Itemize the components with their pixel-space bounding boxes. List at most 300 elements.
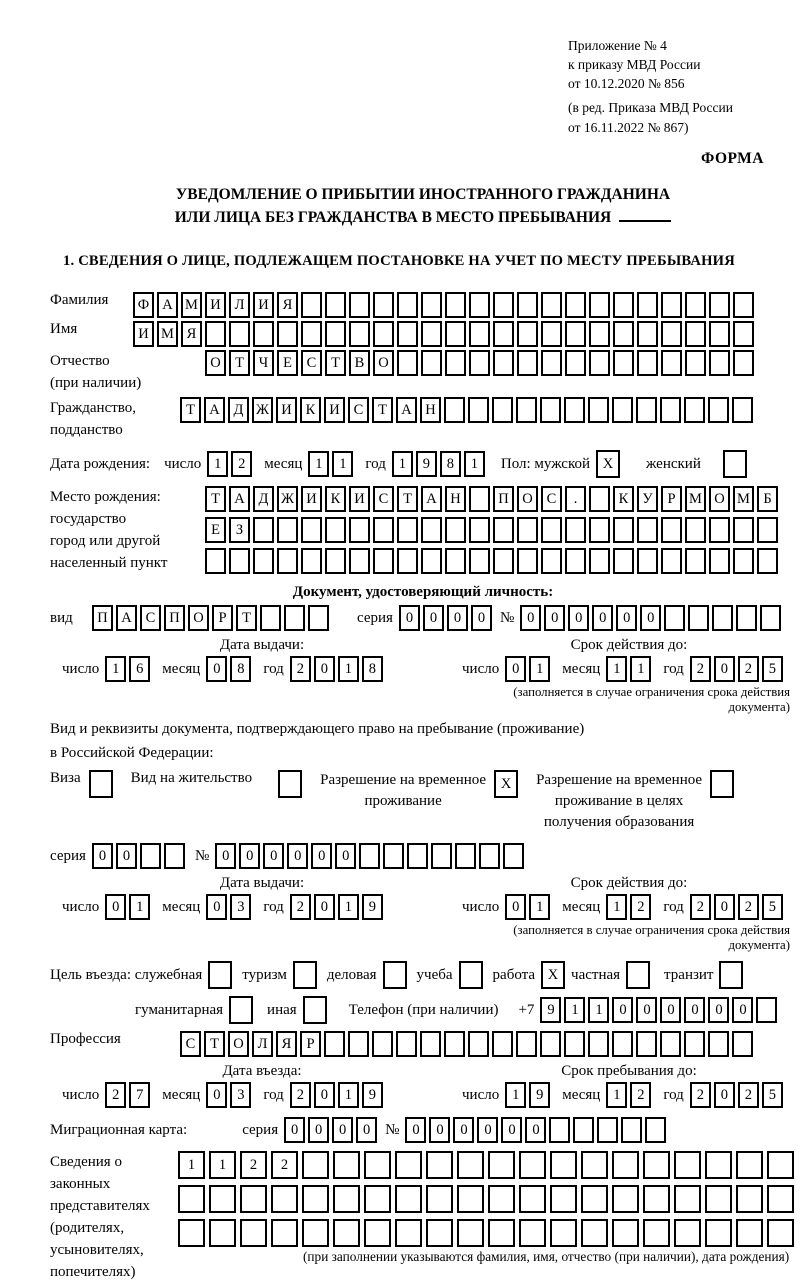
name-char-cell[interactable] bbox=[661, 321, 682, 347]
representative-char-cell[interactable] bbox=[488, 1185, 515, 1213]
representative-char-cell[interactable]: 1 bbox=[209, 1151, 236, 1179]
phone-digit-cell[interactable] bbox=[756, 997, 777, 1023]
birth-place-char-cell[interactable] bbox=[229, 548, 250, 574]
citizenship-char-cell[interactable]: И bbox=[276, 397, 297, 423]
birth-place-char-cell[interactable]: Е bbox=[205, 517, 226, 543]
representative-char-cell[interactable] bbox=[643, 1185, 670, 1213]
name-char-cell[interactable] bbox=[445, 321, 466, 347]
citizenship-char-cell[interactable] bbox=[492, 397, 513, 423]
birth-place-char-cell[interactable]: К bbox=[325, 486, 346, 512]
name-char-cell[interactable] bbox=[637, 321, 658, 347]
profession-char-cell[interactable] bbox=[372, 1031, 393, 1057]
doc-kind-char-cell[interactable] bbox=[260, 605, 281, 631]
representative-char-cell[interactable] bbox=[426, 1185, 453, 1213]
doc-valid-month-cell[interactable]: 1 bbox=[606, 656, 627, 682]
representative-char-cell[interactable] bbox=[426, 1151, 453, 1179]
birth-place-char-cell[interactable] bbox=[685, 517, 706, 543]
representative-char-cell[interactable] bbox=[178, 1185, 205, 1213]
birth-place-char-cell[interactable]: М bbox=[685, 486, 706, 512]
phone-digit-cell[interactable]: 1 bbox=[588, 997, 609, 1023]
representative-char-cell[interactable] bbox=[767, 1185, 794, 1213]
permit-valid-day-cell[interactable]: 0 bbox=[505, 894, 526, 920]
surname-char-cell[interactable] bbox=[733, 292, 754, 318]
citizenship-char-cell[interactable]: Ж bbox=[252, 397, 273, 423]
birth-year-cell[interactable]: 9 bbox=[416, 451, 437, 477]
name-char-cell[interactable] bbox=[325, 321, 346, 347]
permit-number-cell[interactable]: 0 bbox=[215, 843, 236, 869]
permit-valid-year-cell[interactable]: 5 bbox=[762, 894, 783, 920]
doc-kind-char-cell[interactable]: А bbox=[116, 605, 137, 631]
name-char-cell[interactable] bbox=[397, 321, 418, 347]
mig-series-cell[interactable]: 0 bbox=[356, 1117, 377, 1143]
surname-char-cell[interactable] bbox=[637, 292, 658, 318]
mig-number-cell[interactable]: 0 bbox=[405, 1117, 426, 1143]
permit-valid-day-cell[interactable]: 1 bbox=[529, 894, 550, 920]
phone-digit-cell[interactable]: 0 bbox=[684, 997, 705, 1023]
surname-char-cell[interactable] bbox=[301, 292, 322, 318]
birth-place-char-cell[interactable] bbox=[661, 548, 682, 574]
humanitarian-checkbox[interactable] bbox=[229, 996, 253, 1024]
permit-issue-day-cell[interactable]: 1 bbox=[129, 894, 150, 920]
profession-char-cell[interactable]: Л bbox=[252, 1031, 273, 1057]
birth-place-char-cell[interactable] bbox=[469, 517, 490, 543]
birth-place-char-cell[interactable] bbox=[709, 548, 730, 574]
profession-char-cell[interactable] bbox=[420, 1031, 441, 1057]
representative-char-cell[interactable] bbox=[767, 1219, 794, 1247]
birth-place-char-cell[interactable]: Д bbox=[253, 486, 274, 512]
stay-month-cell[interactable]: 1 bbox=[606, 1082, 627, 1108]
name-char-cell[interactable] bbox=[373, 321, 394, 347]
mig-number-cell[interactable]: 0 bbox=[453, 1117, 474, 1143]
profession-char-cell[interactable] bbox=[324, 1031, 345, 1057]
profession-char-cell[interactable]: О bbox=[228, 1031, 249, 1057]
phone-digit-cell[interactable]: 9 bbox=[540, 997, 561, 1023]
profession-char-cell[interactable] bbox=[516, 1031, 537, 1057]
phone-digit-cell[interactable]: 0 bbox=[660, 997, 681, 1023]
birth-place-char-cell[interactable] bbox=[469, 486, 490, 512]
male-checkbox[interactable]: X bbox=[596, 450, 620, 478]
representative-char-cell[interactable] bbox=[674, 1185, 701, 1213]
phone-digit-cell[interactable]: 0 bbox=[732, 997, 753, 1023]
doc-issue-year-cell[interactable]: 8 bbox=[362, 656, 383, 682]
mig-number-cell[interactable]: 0 bbox=[429, 1117, 450, 1143]
birth-place-char-cell[interactable] bbox=[421, 517, 442, 543]
mig-number-cell[interactable] bbox=[573, 1117, 594, 1143]
stay-year-cell[interactable]: 2 bbox=[690, 1082, 711, 1108]
birth-place-char-cell[interactable] bbox=[253, 548, 274, 574]
visa-checkbox[interactable] bbox=[89, 770, 113, 798]
representative-char-cell[interactable] bbox=[457, 1219, 484, 1247]
birth-place-char-cell[interactable] bbox=[757, 548, 778, 574]
permit-valid-year-cell[interactable]: 2 bbox=[690, 894, 711, 920]
surname-char-cell[interactable] bbox=[421, 292, 442, 318]
birth-month-cell[interactable]: 1 bbox=[332, 451, 353, 477]
birth-place-char-cell[interactable] bbox=[397, 548, 418, 574]
representative-char-cell[interactable] bbox=[550, 1185, 577, 1213]
citizenship-char-cell[interactable]: К bbox=[300, 397, 321, 423]
transit-checkbox[interactable] bbox=[719, 961, 743, 989]
female-checkbox[interactable] bbox=[723, 450, 747, 478]
phone-digit-cell[interactable]: 0 bbox=[636, 997, 657, 1023]
permit-valid-year-cell[interactable]: 2 bbox=[738, 894, 759, 920]
representative-char-cell[interactable] bbox=[457, 1185, 484, 1213]
birth-place-char-cell[interactable] bbox=[589, 486, 610, 512]
birth-place-char-cell[interactable]: . bbox=[565, 486, 586, 512]
name-char-cell[interactable]: Я bbox=[181, 321, 202, 347]
patronymic-char-cell[interactable]: Т bbox=[325, 350, 346, 376]
profession-char-cell[interactable]: С bbox=[180, 1031, 201, 1057]
representative-char-cell[interactable] bbox=[674, 1151, 701, 1179]
permit-number-cell[interactable] bbox=[479, 843, 500, 869]
representative-char-cell[interactable] bbox=[302, 1219, 329, 1247]
permit-valid-month-cell[interactable]: 2 bbox=[630, 894, 651, 920]
representative-char-cell[interactable] bbox=[271, 1219, 298, 1247]
birth-place-char-cell[interactable]: О bbox=[517, 486, 538, 512]
doc-number-cell[interactable] bbox=[760, 605, 781, 631]
birth-place-char-cell[interactable] bbox=[565, 517, 586, 543]
citizenship-char-cell[interactable] bbox=[732, 397, 753, 423]
name-char-cell[interactable] bbox=[421, 321, 442, 347]
representative-char-cell[interactable] bbox=[457, 1151, 484, 1179]
entry-year-cell[interactable]: 1 bbox=[338, 1082, 359, 1108]
representative-char-cell[interactable] bbox=[674, 1219, 701, 1247]
birth-place-char-cell[interactable] bbox=[277, 517, 298, 543]
patronymic-char-cell[interactable] bbox=[637, 350, 658, 376]
patronymic-char-cell[interactable] bbox=[709, 350, 730, 376]
permit-number-cell[interactable]: 0 bbox=[239, 843, 260, 869]
permit-issue-month-cell[interactable]: 3 bbox=[230, 894, 251, 920]
entry-day-cell[interactable]: 2 bbox=[105, 1082, 126, 1108]
doc-number-cell[interactable]: 0 bbox=[592, 605, 613, 631]
representative-char-cell[interactable]: 1 bbox=[178, 1151, 205, 1179]
citizenship-char-cell[interactable] bbox=[468, 397, 489, 423]
permit-number-cell[interactable]: 0 bbox=[287, 843, 308, 869]
surname-char-cell[interactable]: Я bbox=[277, 292, 298, 318]
permit-issue-day-cell[interactable]: 0 bbox=[105, 894, 126, 920]
surname-char-cell[interactable] bbox=[517, 292, 538, 318]
doc-issue-year-cell[interactable]: 0 bbox=[314, 656, 335, 682]
name-char-cell[interactable] bbox=[685, 321, 706, 347]
representative-char-cell[interactable] bbox=[612, 1219, 639, 1247]
profession-char-cell[interactable] bbox=[660, 1031, 681, 1057]
birth-place-char-cell[interactable] bbox=[733, 548, 754, 574]
representative-char-cell[interactable] bbox=[581, 1185, 608, 1213]
stay-year-cell[interactable]: 2 bbox=[738, 1082, 759, 1108]
profession-char-cell[interactable] bbox=[732, 1031, 753, 1057]
surname-char-cell[interactable] bbox=[349, 292, 370, 318]
entry-month-cell[interactable]: 0 bbox=[206, 1082, 227, 1108]
citizenship-char-cell[interactable]: С bbox=[348, 397, 369, 423]
representative-char-cell[interactable] bbox=[364, 1219, 391, 1247]
representative-char-cell[interactable] bbox=[705, 1151, 732, 1179]
permit-number-cell[interactable] bbox=[503, 843, 524, 869]
representative-char-cell[interactable] bbox=[364, 1151, 391, 1179]
doc-valid-year-cell[interactable]: 2 bbox=[738, 656, 759, 682]
name-char-cell[interactable] bbox=[613, 321, 634, 347]
representative-char-cell[interactable] bbox=[488, 1219, 515, 1247]
profession-char-cell[interactable] bbox=[492, 1031, 513, 1057]
representative-char-cell[interactable] bbox=[550, 1151, 577, 1179]
surname-char-cell[interactable]: И bbox=[205, 292, 226, 318]
birth-place-char-cell[interactable]: О bbox=[709, 486, 730, 512]
birth-place-char-cell[interactable] bbox=[205, 548, 226, 574]
birth-place-char-cell[interactable] bbox=[301, 517, 322, 543]
birth-place-char-cell[interactable] bbox=[277, 548, 298, 574]
doc-issue-month-cell[interactable]: 0 bbox=[206, 656, 227, 682]
stay-month-cell[interactable]: 2 bbox=[630, 1082, 651, 1108]
birth-place-char-cell[interactable] bbox=[517, 517, 538, 543]
birth-place-char-cell[interactable] bbox=[541, 517, 562, 543]
profession-char-cell[interactable] bbox=[564, 1031, 585, 1057]
profession-char-cell[interactable] bbox=[444, 1031, 465, 1057]
surname-char-cell[interactable] bbox=[493, 292, 514, 318]
citizenship-char-cell[interactable]: Т bbox=[180, 397, 201, 423]
citizenship-char-cell[interactable]: А bbox=[204, 397, 225, 423]
patronymic-char-cell[interactable] bbox=[661, 350, 682, 376]
phone-digit-cell[interactable]: 0 bbox=[708, 997, 729, 1023]
citizenship-char-cell[interactable] bbox=[636, 397, 657, 423]
representative-char-cell[interactable] bbox=[302, 1185, 329, 1213]
birth-place-char-cell[interactable]: У bbox=[637, 486, 658, 512]
citizenship-char-cell[interactable] bbox=[540, 397, 561, 423]
surname-char-cell[interactable] bbox=[613, 292, 634, 318]
citizenship-char-cell[interactable] bbox=[444, 397, 465, 423]
work-checkbox[interactable]: X bbox=[541, 961, 565, 989]
birth-place-char-cell[interactable]: П bbox=[493, 486, 514, 512]
doc-number-cell[interactable] bbox=[688, 605, 709, 631]
representative-char-cell[interactable] bbox=[581, 1219, 608, 1247]
private-checkbox[interactable] bbox=[626, 961, 650, 989]
representative-char-cell[interactable] bbox=[333, 1151, 360, 1179]
profession-char-cell[interactable] bbox=[708, 1031, 729, 1057]
birth-place-char-cell[interactable] bbox=[301, 548, 322, 574]
name-char-cell[interactable] bbox=[709, 321, 730, 347]
birth-year-cell[interactable]: 8 bbox=[440, 451, 461, 477]
representative-char-cell[interactable] bbox=[519, 1185, 546, 1213]
doc-kind-char-cell[interactable]: Р bbox=[212, 605, 233, 631]
entry-day-cell[interactable]: 7 bbox=[129, 1082, 150, 1108]
entry-year-cell[interactable]: 0 bbox=[314, 1082, 335, 1108]
representative-char-cell[interactable] bbox=[178, 1219, 205, 1247]
entry-year-cell[interactable]: 9 bbox=[362, 1082, 383, 1108]
name-char-cell[interactable] bbox=[541, 321, 562, 347]
mig-number-cell[interactable] bbox=[621, 1117, 642, 1143]
profession-char-cell[interactable] bbox=[396, 1031, 417, 1057]
doc-number-cell[interactable] bbox=[736, 605, 757, 631]
representative-char-cell[interactable] bbox=[736, 1151, 763, 1179]
doc-number-cell[interactable]: 0 bbox=[616, 605, 637, 631]
profession-char-cell[interactable] bbox=[348, 1031, 369, 1057]
birth-place-char-cell[interactable] bbox=[349, 517, 370, 543]
birth-place-char-cell[interactable] bbox=[373, 548, 394, 574]
birth-place-char-cell[interactable] bbox=[517, 548, 538, 574]
birth-place-char-cell[interactable] bbox=[325, 548, 346, 574]
surname-char-cell[interactable] bbox=[661, 292, 682, 318]
doc-valid-year-cell[interactable]: 0 bbox=[714, 656, 735, 682]
patronymic-char-cell[interactable] bbox=[445, 350, 466, 376]
representative-char-cell[interactable] bbox=[550, 1219, 577, 1247]
birth-place-char-cell[interactable] bbox=[445, 517, 466, 543]
representative-char-cell[interactable]: 2 bbox=[271, 1151, 298, 1179]
representative-char-cell[interactable] bbox=[705, 1219, 732, 1247]
name-char-cell[interactable] bbox=[517, 321, 538, 347]
patronymic-char-cell[interactable] bbox=[397, 350, 418, 376]
official-checkbox[interactable] bbox=[208, 961, 232, 989]
birth-place-char-cell[interactable] bbox=[613, 548, 634, 574]
doc-number-cell[interactable]: 0 bbox=[544, 605, 565, 631]
doc-number-cell[interactable]: 0 bbox=[640, 605, 661, 631]
name-char-cell[interactable] bbox=[469, 321, 490, 347]
birth-place-char-cell[interactable] bbox=[565, 548, 586, 574]
representative-char-cell[interactable] bbox=[395, 1219, 422, 1247]
doc-kind-char-cell[interactable]: О bbox=[188, 605, 209, 631]
citizenship-char-cell[interactable]: Т bbox=[372, 397, 393, 423]
birth-year-cell[interactable]: 1 bbox=[392, 451, 413, 477]
representative-char-cell[interactable] bbox=[364, 1185, 391, 1213]
doc-kind-char-cell[interactable]: П bbox=[92, 605, 113, 631]
citizenship-char-cell[interactable]: Н bbox=[420, 397, 441, 423]
doc-number-cell[interactable] bbox=[712, 605, 733, 631]
citizenship-char-cell[interactable] bbox=[564, 397, 585, 423]
doc-kind-char-cell[interactable]: П bbox=[164, 605, 185, 631]
surname-char-cell[interactable] bbox=[397, 292, 418, 318]
representative-char-cell[interactable] bbox=[333, 1185, 360, 1213]
name-char-cell[interactable] bbox=[301, 321, 322, 347]
representative-char-cell[interactable] bbox=[519, 1219, 546, 1247]
doc-kind-char-cell[interactable] bbox=[284, 605, 305, 631]
name-char-cell[interactable] bbox=[733, 321, 754, 347]
permit-issue-year-cell[interactable]: 1 bbox=[338, 894, 359, 920]
permit-valid-year-cell[interactable]: 0 bbox=[714, 894, 735, 920]
surname-char-cell[interactable] bbox=[589, 292, 610, 318]
doc-number-cell[interactable] bbox=[664, 605, 685, 631]
representative-char-cell[interactable] bbox=[302, 1151, 329, 1179]
representative-char-cell[interactable] bbox=[333, 1219, 360, 1247]
birth-day-cell[interactable]: 2 bbox=[231, 451, 252, 477]
citizenship-char-cell[interactable]: И bbox=[324, 397, 345, 423]
birth-place-char-cell[interactable]: А bbox=[421, 486, 442, 512]
doc-issue-day-cell[interactable]: 6 bbox=[129, 656, 150, 682]
birth-place-char-cell[interactable]: И bbox=[301, 486, 322, 512]
representative-char-cell[interactable] bbox=[736, 1219, 763, 1247]
birth-place-char-cell[interactable] bbox=[253, 517, 274, 543]
temp-permit-checkbox[interactable]: X bbox=[494, 770, 518, 798]
doc-kind-char-cell[interactable]: Т bbox=[236, 605, 257, 631]
birth-place-char-cell[interactable]: Н bbox=[445, 486, 466, 512]
name-char-cell[interactable] bbox=[277, 321, 298, 347]
permit-number-cell[interactable] bbox=[359, 843, 380, 869]
citizenship-char-cell[interactable] bbox=[684, 397, 705, 423]
permit-number-cell[interactable]: 0 bbox=[335, 843, 356, 869]
representative-char-cell[interactable] bbox=[581, 1151, 608, 1179]
patronymic-char-cell[interactable] bbox=[541, 350, 562, 376]
representative-char-cell[interactable] bbox=[209, 1185, 236, 1213]
birth-year-cell[interactable]: 1 bbox=[464, 451, 485, 477]
birth-place-char-cell[interactable] bbox=[757, 517, 778, 543]
profession-char-cell[interactable] bbox=[636, 1031, 657, 1057]
citizenship-char-cell[interactable] bbox=[660, 397, 681, 423]
name-char-cell[interactable] bbox=[253, 321, 274, 347]
surname-char-cell[interactable] bbox=[325, 292, 346, 318]
citizenship-char-cell[interactable] bbox=[516, 397, 537, 423]
representative-char-cell[interactable] bbox=[767, 1151, 794, 1179]
mig-number-cell[interactable]: 0 bbox=[477, 1117, 498, 1143]
permit-issue-year-cell[interactable]: 0 bbox=[314, 894, 335, 920]
patronymic-char-cell[interactable]: Ч bbox=[253, 350, 274, 376]
permit-number-cell[interactable] bbox=[383, 843, 404, 869]
birth-place-char-cell[interactable]: М bbox=[733, 486, 754, 512]
patronymic-char-cell[interactable] bbox=[589, 350, 610, 376]
mig-series-cell[interactable]: 0 bbox=[332, 1117, 353, 1143]
doc-series-cell[interactable]: 0 bbox=[471, 605, 492, 631]
name-char-cell[interactable] bbox=[349, 321, 370, 347]
birth-place-char-cell[interactable]: С bbox=[373, 486, 394, 512]
doc-issue-year-cell[interactable]: 1 bbox=[338, 656, 359, 682]
doc-issue-year-cell[interactable]: 2 bbox=[290, 656, 311, 682]
mig-number-cell[interactable]: 0 bbox=[525, 1117, 546, 1143]
doc-valid-month-cell[interactable]: 1 bbox=[630, 656, 651, 682]
profession-char-cell[interactable] bbox=[684, 1031, 705, 1057]
doc-number-cell[interactable]: 0 bbox=[568, 605, 589, 631]
patronymic-char-cell[interactable]: О bbox=[373, 350, 394, 376]
representative-char-cell[interactable]: 2 bbox=[240, 1151, 267, 1179]
surname-char-cell[interactable] bbox=[709, 292, 730, 318]
entry-month-cell[interactable]: 3 bbox=[230, 1082, 251, 1108]
birth-place-char-cell[interactable] bbox=[397, 517, 418, 543]
patronymic-char-cell[interactable] bbox=[469, 350, 490, 376]
birth-place-char-cell[interactable] bbox=[421, 548, 442, 574]
surname-char-cell[interactable]: М bbox=[181, 292, 202, 318]
citizenship-char-cell[interactable]: Д bbox=[228, 397, 249, 423]
permit-issue-year-cell[interactable]: 9 bbox=[362, 894, 383, 920]
birth-place-char-cell[interactable] bbox=[541, 548, 562, 574]
surname-char-cell[interactable] bbox=[565, 292, 586, 318]
citizenship-char-cell[interactable]: А bbox=[396, 397, 417, 423]
name-char-cell[interactable] bbox=[589, 321, 610, 347]
permit-number-cell[interactable]: 0 bbox=[311, 843, 332, 869]
birth-place-char-cell[interactable] bbox=[493, 517, 514, 543]
birth-place-char-cell[interactable]: Т bbox=[397, 486, 418, 512]
birth-place-char-cell[interactable]: Б bbox=[757, 486, 778, 512]
mig-number-cell[interactable]: 0 bbox=[501, 1117, 522, 1143]
name-char-cell[interactable] bbox=[565, 321, 586, 347]
name-char-cell[interactable] bbox=[205, 321, 226, 347]
representative-char-cell[interactable] bbox=[519, 1151, 546, 1179]
permit-issue-month-cell[interactable]: 0 bbox=[206, 894, 227, 920]
doc-valid-year-cell[interactable]: 5 bbox=[762, 656, 783, 682]
tourism-checkbox[interactable] bbox=[293, 961, 317, 989]
patronymic-char-cell[interactable]: Т bbox=[229, 350, 250, 376]
permit-valid-month-cell[interactable]: 1 bbox=[606, 894, 627, 920]
residence-permit-checkbox[interactable] bbox=[278, 770, 302, 798]
entry-year-cell[interactable]: 2 bbox=[290, 1082, 311, 1108]
citizenship-char-cell[interactable] bbox=[588, 397, 609, 423]
stay-year-cell[interactable]: 0 bbox=[714, 1082, 735, 1108]
patronymic-char-cell[interactable] bbox=[613, 350, 634, 376]
birth-place-char-cell[interactable] bbox=[325, 517, 346, 543]
surname-char-cell[interactable] bbox=[541, 292, 562, 318]
citizenship-char-cell[interactable] bbox=[708, 397, 729, 423]
birth-place-char-cell[interactable] bbox=[637, 517, 658, 543]
birth-day-cell[interactable]: 1 bbox=[207, 451, 228, 477]
representative-char-cell[interactable] bbox=[612, 1185, 639, 1213]
study-checkbox[interactable] bbox=[459, 961, 483, 989]
birth-place-char-cell[interactable] bbox=[349, 548, 370, 574]
phone-digit-cell[interactable]: 1 bbox=[564, 997, 585, 1023]
mig-number-cell[interactable] bbox=[549, 1117, 570, 1143]
birth-place-char-cell[interactable]: З bbox=[229, 517, 250, 543]
doc-series-cell[interactable]: 0 bbox=[399, 605, 420, 631]
